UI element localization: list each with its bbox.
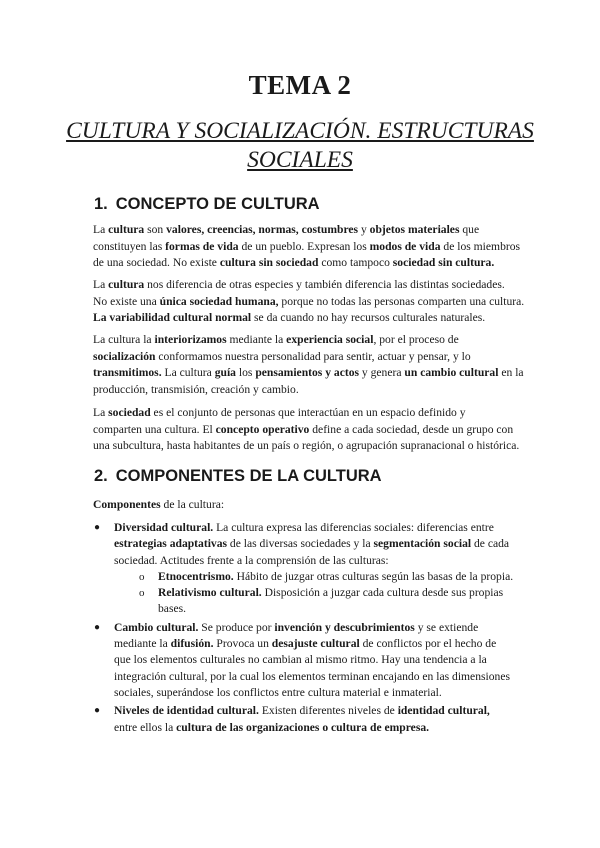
- text-run: define a cada sociedad, desde un grupo con: [309, 422, 514, 436]
- list-item: [93, 520, 543, 618]
- bold-term: concepto operativo: [215, 422, 310, 436]
- bullet-icon: ●: [94, 621, 101, 633]
- bold-term: formas de vida: [165, 239, 239, 253]
- text-run: sociales, superándose los conflictos entre cultura material e inmaterial.: [114, 685, 442, 699]
- text-line: [75, 349, 537, 366]
- text-line: [75, 294, 537, 311]
- sub-list-item: [114, 585, 543, 618]
- text-run: que: [459, 223, 480, 236]
- bold-term: difusión.: [170, 637, 214, 651]
- section-number: 2.: [94, 467, 108, 485]
- bold-term: experiencia social: [286, 333, 374, 346]
- text-run: conformamos nuestra personalidad para sentir, actuar y pensar, y lo: [155, 349, 471, 363]
- bold-term: sociedad sin cultura.: [392, 256, 495, 269]
- text-line: [114, 652, 543, 668]
- text-run: integración cultural, por la cual los elementos terminan encajando en las dimensiones: [114, 669, 510, 683]
- text-run: nos diferencia de otras especies y también diferencia las distintas sociedades.: [144, 278, 505, 291]
- list-item: [93, 703, 543, 736]
- text-line: [75, 222, 537, 239]
- text-line: [114, 520, 543, 536]
- bold-term: guía: [214, 366, 236, 379]
- bullet-icon: ●: [94, 522, 101, 533]
- text-run: de las diversas sociedades y la: [227, 537, 374, 551]
- bold-term: un cambio cultural: [404, 366, 499, 379]
- bold-term: Componentes: [93, 498, 161, 511]
- text-run: porque no todas las personas comparten una cultura.: [278, 294, 525, 308]
- bold-term: pensamientos y actos: [255, 366, 360, 379]
- text-run: producción, transmisión, creación y cambio.: [93, 382, 299, 396]
- sub-list-item: [114, 569, 543, 585]
- text-line: [114, 720, 543, 736]
- text-run: bases.: [158, 602, 187, 616]
- bold-term: identidad cultural,: [397, 704, 490, 718]
- text-run: La: [93, 406, 109, 419]
- page-title: TEMA 2: [248, 70, 352, 100]
- text-line: [114, 703, 543, 719]
- text-line: [158, 601, 543, 617]
- text-run: de los miembros: [440, 239, 521, 253]
- text-run: en la: [498, 366, 524, 379]
- section-title: COMPONENTES DE LA CULTURA: [115, 467, 382, 485]
- text-run: los: [235, 366, 256, 379]
- paragraph: [75, 222, 537, 272]
- text-run: y genera: [359, 366, 405, 379]
- bold-term: modos de vida: [369, 239, 441, 253]
- bold-term: objetos materiales: [369, 223, 460, 236]
- bold-term: interiorizamos: [154, 333, 227, 346]
- text-run: de conflictos por el hecho de: [359, 637, 497, 651]
- bold-term: desajuste cultural: [271, 637, 360, 651]
- section-heading-2: [94, 467, 382, 486]
- bold-term: La variabilidad cultural normal: [93, 311, 252, 324]
- text-run: de una sociedad. No existe: [93, 256, 220, 269]
- section-heading-1: [94, 195, 320, 214]
- text-line: [75, 239, 537, 256]
- sub-bullet-icon: o: [139, 570, 145, 583]
- components-label: [93, 498, 224, 511]
- text-line: [75, 255, 537, 272]
- text-line: [75, 332, 537, 349]
- text-run: entre ellos la: [114, 720, 177, 734]
- text-line: [114, 553, 543, 569]
- text-run: se da cuando no hay recursos culturales naturales.: [251, 311, 486, 324]
- bold-term: cultura de las organizaciones o cultura de empresa.: [176, 720, 430, 734]
- page-subtitle: [60, 117, 540, 175]
- text-line: [75, 422, 537, 439]
- text-line: [75, 365, 537, 382]
- text-run: Disposición a juzgar cada cultura desde sus propias: [261, 586, 504, 600]
- text-run: una subcultura, hasta habitantes de un país o región, o agrupación supranacional o histórica.: [93, 439, 520, 452]
- text-run: mediante la: [226, 333, 287, 346]
- bold-term: socialización: [93, 349, 156, 363]
- text-run: La: [93, 278, 109, 291]
- bold-term: valores, creencias, normas, costumbres: [166, 223, 359, 236]
- components-list: [93, 520, 543, 738]
- text-run: No existe una: [93, 294, 160, 308]
- bullet-icon: ●: [94, 705, 101, 717]
- bold-term: sociedad: [108, 406, 151, 419]
- text-line: [114, 669, 543, 685]
- text-line: [75, 438, 537, 455]
- text-run: de un pueblo. Expresan los: [238, 239, 370, 253]
- bold-term: invención y descubrimientos: [274, 620, 415, 634]
- text-run: mediante la: [114, 637, 171, 651]
- bold-term: transmitimos.: [93, 366, 162, 379]
- bold-term: cultura: [108, 223, 145, 236]
- text-run: Provoca un: [213, 637, 272, 651]
- bold-term: Relativismo cultural.: [158, 586, 262, 600]
- text-run: son: [144, 223, 167, 236]
- text-run: Hábito de juzgar otras culturas según las basas de la propia.: [233, 569, 514, 583]
- paragraph: [75, 405, 537, 455]
- bold-term: Diversidad cultural.: [114, 521, 214, 534]
- bold-term: única sociedad humana,: [159, 294, 279, 308]
- text-line: [114, 536, 543, 552]
- text-line: [75, 277, 537, 294]
- text-run: y se extiende: [414, 620, 479, 634]
- bold-term: Niveles de identidad cultural.: [114, 704, 259, 718]
- text-run: de cada: [471, 537, 510, 551]
- bold-term: Cambio cultural.: [114, 620, 199, 634]
- bold-term: segmentación social: [373, 537, 472, 551]
- section-number: 1.: [94, 195, 108, 213]
- text-line: [158, 585, 543, 601]
- text-line: [158, 569, 543, 585]
- bold-term: cultura: [108, 278, 145, 291]
- text-run: La cultura la: [93, 333, 155, 346]
- text-run: La cultura: [161, 366, 215, 379]
- section-title: CONCEPTO DE CULTURA: [115, 195, 320, 213]
- text-run: , por el proceso de: [373, 333, 459, 346]
- paragraph: [75, 277, 537, 327]
- text-run: comparten una cultura. El: [93, 422, 216, 436]
- text-run: de la cultura:: [160, 498, 225, 511]
- text-run: como tampoco: [318, 256, 393, 269]
- text-line: [75, 382, 537, 399]
- bold-term: cultura sin sociedad: [219, 256, 319, 269]
- bold-term: estrategias adaptativas: [114, 537, 228, 551]
- text-run: La cultura expresa las diferencias sociales: diferencias entre: [213, 521, 494, 534]
- text-run: sociedad. Actitudes frente a la comprensión de las culturas:: [114, 553, 389, 567]
- text-run: Existen diferentes niveles de: [258, 704, 398, 718]
- text-line: [75, 405, 537, 422]
- text-run: constituyen las: [93, 239, 166, 253]
- text-line: [114, 636, 543, 652]
- paragraph: [75, 332, 537, 398]
- text-run: La: [93, 223, 109, 236]
- text-line: [114, 620, 543, 636]
- subtitle-line: CULTURA Y SOCIALIZACIÓN. ESTRUCTURAS: [66, 118, 534, 144]
- bold-term: Etnocentrismo.: [158, 569, 234, 583]
- text-run: que los elementos culturales no cambian al mismo ritmo. Hay una tendencia a la: [114, 653, 487, 667]
- text-line: [75, 310, 537, 327]
- text-line: [114, 685, 543, 701]
- subtitle-line: SOCIALES: [247, 147, 353, 173]
- list-item: [93, 620, 543, 701]
- text-run: es el conjunto de personas que interactúan en un espacio definido y: [150, 406, 466, 419]
- text-run: y: [358, 223, 370, 236]
- text-run: Se produce por: [198, 620, 275, 634]
- sub-bullet-icon: o: [139, 587, 145, 600]
